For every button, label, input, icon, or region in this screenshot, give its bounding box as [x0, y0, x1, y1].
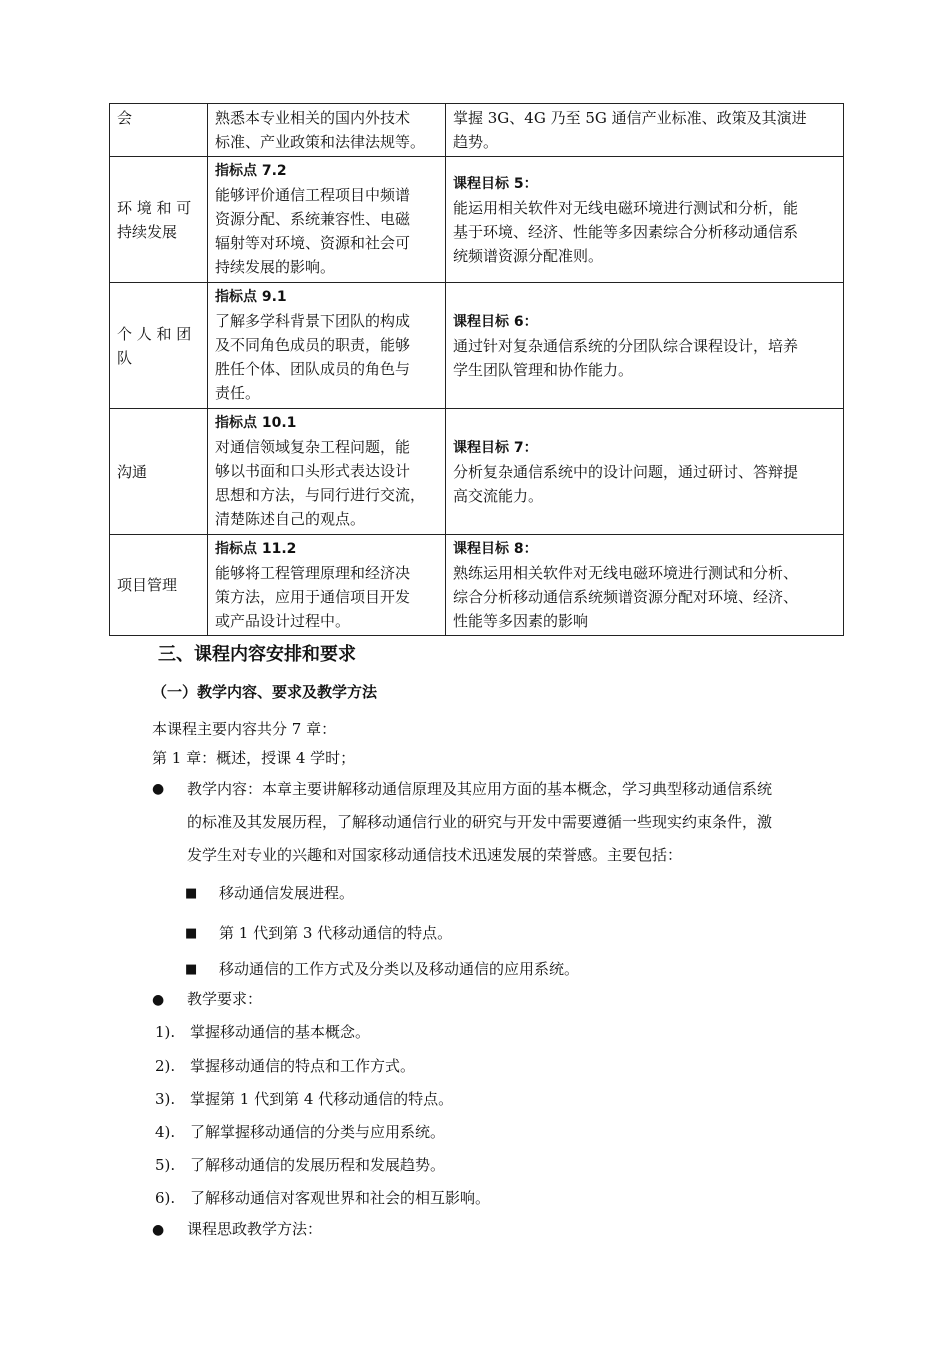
- indicator-line: 了解多学科背景下团队的构成: [215, 312, 411, 330]
- requirement-item: 掌握第 1 代到第 4 代移动通信的特点。: [190, 1090, 454, 1108]
- goal-line: 趋势。: [453, 133, 499, 151]
- square-bullet-icon: ■: [185, 962, 198, 977]
- requirement-text: 会: [117, 109, 133, 127]
- requirement-cell: [110, 157, 208, 283]
- goal-cell: [446, 157, 844, 283]
- table-row: [110, 157, 844, 283]
- table-row: [110, 104, 844, 157]
- indicator-line: 思想和方法，与同行进行交流，: [215, 486, 426, 504]
- requirement-number: 4).: [155, 1123, 176, 1141]
- requirement-cell: [110, 409, 208, 535]
- goal-cell: [446, 104, 844, 157]
- goal-cell: [446, 409, 844, 535]
- requirement-line: 个 人 和 团: [117, 324, 192, 343]
- goal-line: 分析复杂通信系统中的设计问题，通过研讨、答辩提: [453, 462, 799, 481]
- indicator-line: 标准、产业政策和法律法规等。: [215, 133, 426, 151]
- section-heading: 三、课程内容安排和要求: [158, 644, 356, 665]
- requirements-label: 教学要求：: [187, 990, 263, 1008]
- requirement-item: 掌握移动通信的特点和工作方式。: [190, 1057, 416, 1075]
- indicator-line: 及不同角色成员的职责，能够: [215, 336, 411, 354]
- indicator-line: 能够将工程管理原理和经济决: [215, 564, 411, 582]
- indicator-line: 策方法，应用于通信项目开发: [215, 588, 411, 606]
- goal-line: 高交流能力。: [453, 486, 544, 505]
- requirement-item: 了解移动通信的发展历程和发展趋势。: [190, 1156, 446, 1174]
- indicator-cell: [208, 157, 446, 283]
- content-line: 教学内容：本章主要讲解移动通信原理及其应用方面的基本概念，学习典型移动通信系统: [187, 780, 773, 798]
- indicator-line: 胜任个体、团队成员的角色与: [215, 360, 411, 378]
- indicator-cell: [208, 104, 446, 157]
- indicator-line: 够以书面和口头形式表达设计: [215, 462, 411, 480]
- requirement-item: 掌握移动通信的基本概念。: [190, 1023, 371, 1041]
- requirement-line: 持续发展: [117, 222, 178, 241]
- requirement-cell: [110, 104, 208, 157]
- requirement-number: 2).: [155, 1057, 176, 1075]
- goal-line: 统频谱资源分配准则。: [453, 246, 604, 265]
- requirement-cell: [110, 283, 208, 409]
- goal-line: 综合分析移动通信系统频谱资源分配对环境、经济、: [453, 588, 799, 606]
- goal-line: 性能等多因素的影响: [453, 612, 589, 630]
- indicator-title: 指标点 7.2: [215, 163, 287, 179]
- indicator-cell: [208, 283, 446, 409]
- indicator-title: 指标点 10.1: [215, 415, 297, 431]
- requirement-line: 项目管理: [117, 576, 178, 594]
- goal-cell: [446, 535, 844, 636]
- content-line: 的标准及其发展历程，了解移动通信行业的研究与开发中需要遵循一些现实约束条件，激: [187, 813, 773, 831]
- goal-title: 课程目标 5：: [453, 175, 538, 192]
- square-bullet-icon: ■: [185, 886, 198, 901]
- bullet-icon: ●: [152, 1222, 165, 1238]
- sub-item: 移动通信的工作方式及分类以及移动通信的应用系统。: [219, 960, 580, 978]
- requirement-number: 3).: [155, 1090, 176, 1108]
- indicator-line: 对通信领域复杂工程问题，能: [215, 438, 411, 456]
- goal-title: 课程目标 7：: [453, 439, 538, 456]
- indicator-line: 辐射等对环境、资源和社会可: [215, 234, 411, 252]
- sub-item: 第 1 代到第 3 代移动通信的特点。: [219, 924, 453, 942]
- table-row: [110, 409, 844, 535]
- indicator-line: 熟悉本专业相关的国内外技术: [215, 109, 411, 127]
- indicator-title: 指标点 11.2: [215, 541, 297, 557]
- indicator-line: 能够评价通信工程项目中频谱: [215, 186, 411, 204]
- goal-title: 课程目标 6：: [453, 313, 538, 330]
- goal-cell: [446, 283, 844, 409]
- indicator-line: 责任。: [215, 384, 261, 402]
- indicator-line: 资源分配、系统兼容性、电磁: [215, 210, 411, 228]
- requirement-item: 了解移动通信对客观世界和社会的相互影响。: [190, 1189, 491, 1207]
- requirement-line: 环 境 和 可: [117, 198, 192, 217]
- ideology-label: 课程思政教学方法：: [187, 1220, 323, 1238]
- indicator-line: 或产品设计过程中。: [215, 612, 351, 630]
- table-row: [110, 535, 844, 636]
- requirement-line: 队: [117, 348, 133, 367]
- sub-item: 移动通信发展进程。: [219, 884, 355, 902]
- requirement-number: 6).: [155, 1189, 176, 1207]
- goal-line: 基于环境、经济、性能等多因素综合分析移动通信系: [453, 222, 799, 241]
- goal-line: 掌握 3G、4G 乃至 5G 通信产业标准、政策及其演进: [453, 109, 807, 127]
- requirement-line: 沟通: [117, 462, 148, 481]
- requirement-number: 5).: [155, 1156, 176, 1174]
- bullet-icon: ●: [152, 781, 165, 797]
- indicator-title: 指标点 9.1: [215, 289, 287, 305]
- requirement-item: 了解掌握移动通信的分类与应用系统。: [190, 1123, 446, 1141]
- indicator-line: 清楚陈述自己的观点。: [215, 510, 366, 528]
- chapter-text: 第 1 章：概述，授课 4 学时；: [152, 749, 356, 767]
- goal-line: 学生团队管理和协作能力。: [453, 360, 634, 379]
- requirement-cell: [110, 535, 208, 636]
- content-line: 发学生对专业的兴趣和对国家移动通信技术迅速发展的荣誉感。主要包括：: [187, 846, 683, 864]
- intro-text: 本课程主要内容共分 7 章：: [152, 720, 337, 738]
- table-row: [110, 283, 844, 409]
- section-subheading: （一）教学内容、要求及教学方法: [152, 683, 378, 701]
- square-bullet-icon: ■: [185, 926, 198, 941]
- bullet-icon: ●: [152, 992, 165, 1008]
- goal-line: 能运用相关软件对无线电磁环境进行测试和分析，能: [453, 198, 799, 217]
- objectives-table: [109, 103, 844, 636]
- indicator-cell: [208, 409, 446, 535]
- goal-title: 课程目标 8：: [453, 541, 538, 557]
- goal-line: 通过针对复杂通信系统的分团队综合课程设计，培养: [453, 336, 799, 355]
- goal-line: 熟练运用相关软件对无线电磁环境进行测试和分析、: [453, 564, 799, 582]
- indicator-line: 持续发展的影响。: [215, 258, 336, 276]
- indicator-cell: [208, 535, 446, 636]
- requirement-number: 1).: [155, 1023, 176, 1041]
